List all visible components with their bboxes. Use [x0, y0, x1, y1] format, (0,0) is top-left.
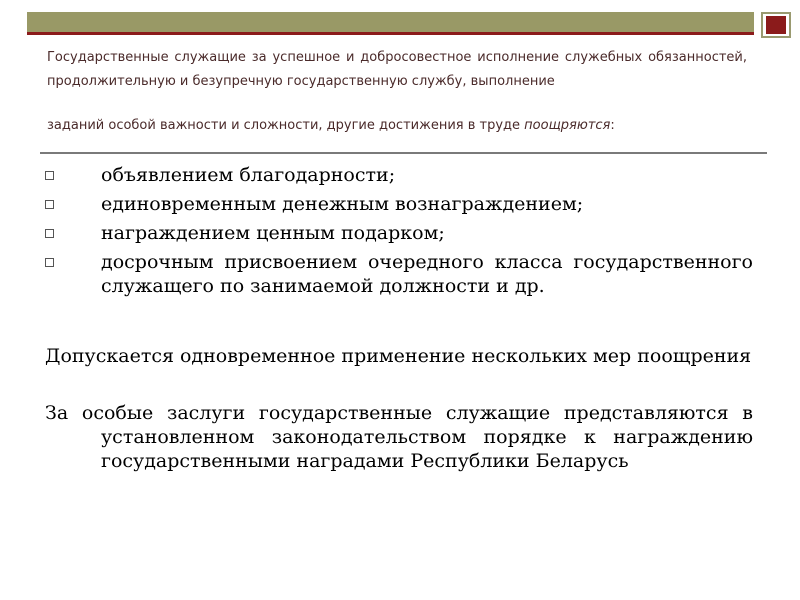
square-bullet-icon [45, 200, 54, 209]
corner-square-fill [766, 16, 786, 34]
square-bullet-icon [45, 171, 54, 180]
list-item-text: награждением ценным подарком; [101, 222, 445, 244]
list-item [45, 221, 753, 245]
heading-divider [40, 152, 767, 154]
list-item [45, 192, 753, 216]
list-item-text: объявлением благодарности; [101, 164, 396, 186]
paragraph-state-awards: За особые заслуги государственные служащие представляются в установленном законодательством порядке к награждению государственными наградами Республики Беларусь [45, 402, 753, 472]
square-bullet-icon [45, 229, 54, 238]
list-item-text: единовременным денежным вознаграждением; [101, 193, 584, 215]
heading-text-part2: заданий особой важности и сложности, другие достижения в труде [47, 118, 525, 133]
heading-suffix: : [610, 118, 615, 133]
paragraph-combined-measures: Допускается одновременное применение нескольких мер поощрения [45, 345, 752, 367]
heading-emphasis: поощряются [524, 118, 611, 133]
square-bullet-icon [45, 258, 54, 267]
bullet-list [45, 163, 760, 303]
list-item [45, 250, 753, 298]
slide-heading [47, 46, 747, 138]
header-accent-line [27, 32, 754, 35]
list-item [45, 163, 753, 187]
heading-line2 [47, 114, 747, 138]
list-item-text: досрочным присвоением очередного класса государственного служащего по занимаемой должности и др. [101, 251, 753, 297]
heading-text-part1: Государственные служащие за успешное и добросовестное исполнение служебных обязанностей, продолжительную и безупречную государственную службу, выполнение [47, 50, 747, 89]
